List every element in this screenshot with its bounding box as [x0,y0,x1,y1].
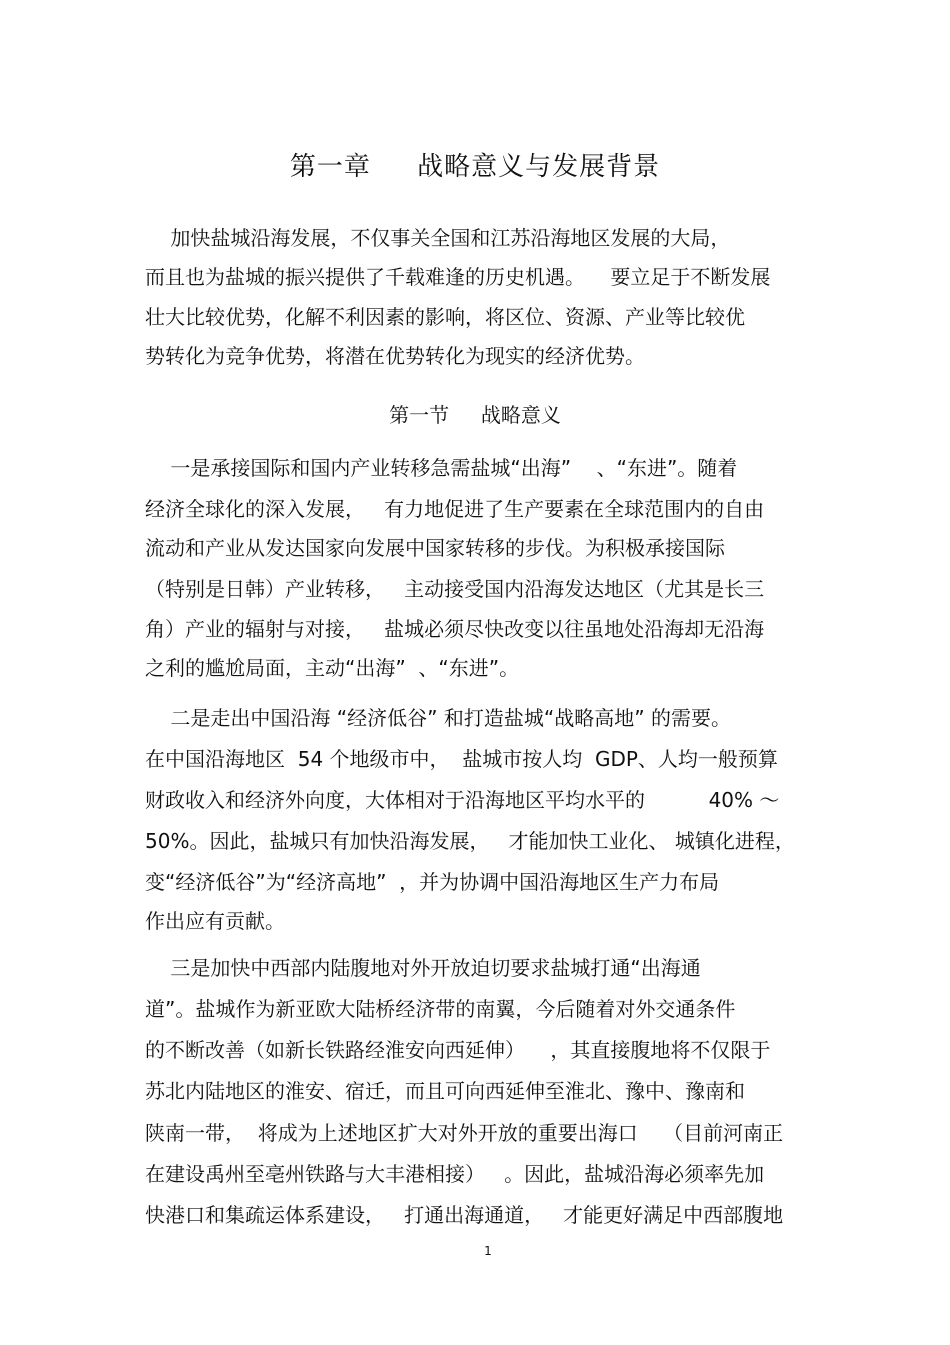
paragraph-line: 作出应有贡献。 [145,909,285,933]
paragraph-line: 的不断改善（如新长铁路经淮安向西延伸） ，其直接腹地将不仅限于 [145,1038,771,1062]
paragraph-line: （特别是日韩）产业转移， 主动接受国内沿海发达地区（尤其是长三 [145,577,765,601]
paragraph-line: 流动和产业从发达国家向发展中国家转移的步伐。为积极承接国际 [145,536,725,560]
paragraph-line: 一是承接国际和国内产业转移急需盐城“出海” 、“东进”。随着 [145,456,738,480]
page-number: 1 [484,1244,492,1258]
paragraph-line: 苏北内陆地区的淮安、宿迁，而且可向西延伸至淮北、豫中、豫南和 [145,1079,745,1103]
paragraph-line: 角）产业的辐射与对接， 盐城必须尽快改变以往虽地处沿海却无沿海 [145,617,765,641]
paragraph-line: 财政收入和经济外向度，大体相对于沿海地区平均水平的 40% ～ [145,788,780,812]
paragraph-line: 在中国沿海地区 54 个地级市中， 盐城市按人均 GDP、人均一般预算 [145,747,778,771]
paragraph-line: 快港口和集疏运体系建设， 打通出海通道， 才能更好满足中西部腹地 [145,1203,784,1227]
paragraph-line: 壮大比较优势，化解不利因素的影响，将区位、资源、产业等比较优 [145,305,745,329]
chapter-title: 第一章 战略意义与发展背景 [289,152,661,182]
paragraph-line: 50%。因此，盐城只有加快沿海发展， 才能加快工业化、 城镇化进程， [145,829,795,853]
paragraph-line: 二是走出中国沿海 “经济低谷” 和打造盐城“战略高地” 的需要。 [145,706,731,730]
paragraph-line: 陕南一带， 将成为上述地区扩大对外开放的重要出海口 （目前河南正 [145,1121,784,1145]
paragraph-line: 加快盐城沿海发展，不仅事关全国和江苏沿海地区发展的大局， [145,226,731,250]
paragraph-line: 道”。盐城作为新亚欧大陆桥经济带的南翼，今后随着对外交通条件 [145,997,736,1021]
paragraph-line: 三是加快中西部内陆腹地对外开放迫切要求盐城打通“出海通 [145,956,701,980]
section-title: 第一节 战略意义 [389,403,561,427]
paragraph-line: 势转化为竞争优势，将潜在优势转化为现实的经济优势。 [145,344,645,368]
paragraph-line: 在建设禹州至亳州铁路与大丰港相接） 。因此，盐城沿海必须率先加 [145,1162,765,1186]
paragraph-line: 经济全球化的深入发展， 有力地促进了生产要素在全球范围内的自由 [145,497,765,521]
paragraph-line: 之利的尴尬局面，主动“出海” 、“东进”。 [145,656,520,680]
paragraph-line: 变“经济低谷”为“经济高地” ，并为协调中国沿海地区生产力布局 [145,870,720,894]
paragraph-line: 而且也为盐城的振兴提供了千载难逢的历史机遇。 要立足于不断发展 [145,265,771,289]
